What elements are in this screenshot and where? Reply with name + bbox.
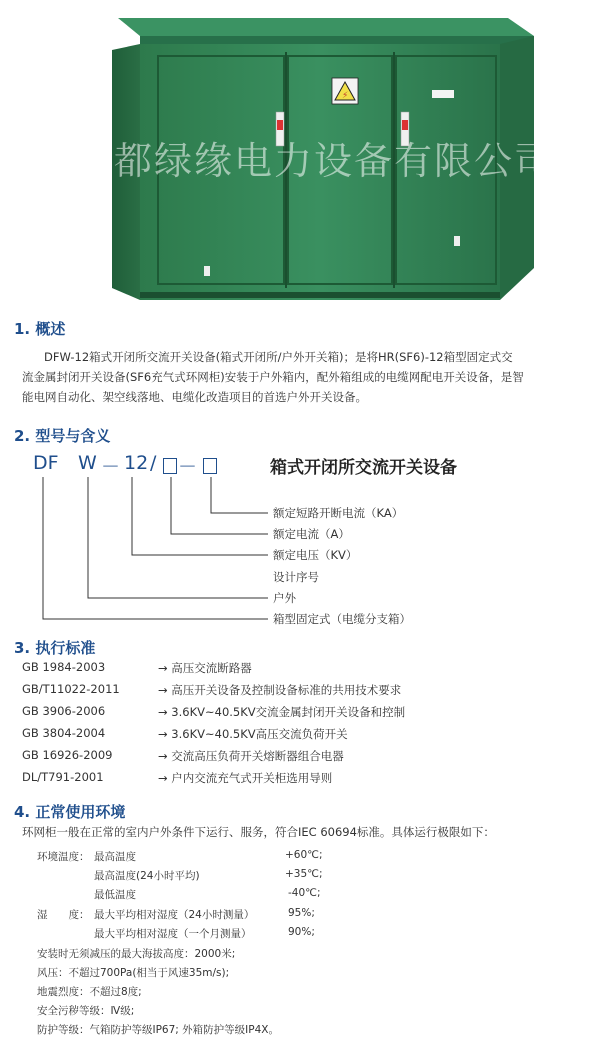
section-model-title: 2. 型号与含义: [14, 427, 111, 445]
humidity-item-value: 90%;: [288, 926, 315, 938]
humidity-item-value: 95%;: [288, 907, 315, 919]
standard-desc: → 3.6KV~40.5KV交流金属封闭开关设备和控制: [158, 705, 406, 719]
pollution-line: 安全污秽等级：Ⅳ级;: [37, 1005, 135, 1017]
legend-outdoor: 户外: [273, 591, 296, 605]
standard-desc: → 高压交流断路器: [158, 661, 252, 675]
temp-item-label: 最高温度: [94, 851, 136, 863]
standard-desc: → 户内交流充气式开关柜选用导则: [158, 771, 333, 785]
standard-desc: → 高压开关设备及控制设备标准的共用技术要求: [158, 683, 402, 697]
overview-line-2: 流金属封闭开关设备(SF6充气式环网柜)安装于户外箱内，配外箱组成的电缆网配电开关设备，是智: [22, 370, 524, 384]
code-dash-1: －: [101, 456, 121, 478]
humidity-item-label: 最大平均相对湿度（一个月测量）: [94, 928, 252, 940]
temp-item-value: +35℃;: [285, 868, 323, 880]
legend-rated-voltage: 额定电压（KV）: [273, 548, 358, 562]
legend-box-type: 箱型固定式（电缆分支箱）: [273, 612, 411, 626]
standard-code: DL/T791-2001: [22, 770, 104, 784]
legend-design-number: 设计序号: [273, 570, 319, 584]
arrow-icon: →: [158, 683, 168, 697]
altitude-line: 安装时无须减压的最大海拔高度：2000米;: [37, 948, 236, 960]
section-overview-title: 1. 概述: [14, 320, 66, 338]
legend-breaking-current: 额定短路开断电流（KA）: [273, 506, 404, 520]
standard-desc: → 交流高压负荷开关熔断器组合电器: [158, 749, 344, 763]
code-df: DF: [33, 452, 59, 474]
overview-line-1: DFW-12箱式开闭所交流开关设备(箱式开闭所/户外开关箱)；是将HR(SF6)-12箱型固定式交: [44, 350, 513, 364]
code-dash-2: －: [178, 456, 198, 478]
arrow-icon: →: [158, 749, 168, 763]
product-name: 箱式开闭所交流开关设备: [270, 458, 457, 478]
environment-intro: 环网柜一般在正常的室内户外条件下运行、服务，符合IEC 60694标准。具体运行极限如下：: [22, 825, 495, 839]
temp-item-label: 最低温度: [94, 889, 136, 901]
code-w: W: [78, 452, 97, 474]
section-standards-title: 3. 执行标准: [14, 639, 96, 657]
temp-label: 环境温度：: [37, 851, 90, 863]
standard-code: GB 3804-2004: [22, 726, 106, 740]
wind-pressure-line: 风压：不超过700Pa(相当于风速35m/s);: [37, 967, 230, 979]
arrow-icon: →: [158, 771, 168, 785]
legend-rated-current: 额定电流（A）: [273, 527, 350, 541]
code-slash: /: [150, 452, 157, 474]
code-voltage: 12: [124, 452, 149, 474]
temp-item-label: 最高温度(24小时平均): [94, 870, 200, 882]
humidity-item-label: 最大平均相对湿度（24小时测量）: [94, 909, 255, 921]
standard-code: GB 3906-2006: [22, 704, 106, 718]
section-environment-title: 4. 正常使用环境: [14, 803, 126, 821]
seismic-line: 地震烈度：不超过8度;: [37, 986, 142, 998]
arrow-icon: →: [158, 661, 168, 675]
arrow-icon: →: [158, 705, 168, 719]
standard-code: GB 16926-2009: [22, 748, 113, 762]
overview-line-3: 能电网自动化、架空线落地、电缆化改造项目的首选户外开关设备。: [22, 390, 367, 404]
standard-code: GB/T11022-2011: [22, 682, 120, 696]
protection-line: 防护等级：气箱防护等级IP67; 外箱防护等级IP4X。: [37, 1024, 279, 1036]
standard-desc: → 3.6KV~40.5KV高压交流负荷开关: [158, 727, 348, 741]
standard-code: GB 1984-2003: [22, 660, 106, 674]
temp-item-value: +60℃;: [285, 849, 323, 861]
svg-text:⚡: ⚡: [342, 91, 349, 101]
temp-item-value: -40℃;: [288, 887, 321, 899]
arrow-icon: →: [158, 727, 168, 741]
watermark: 成都绿缘电力设备有限公司: [74, 139, 555, 183]
humidity-label: 湿 度：: [37, 909, 90, 921]
